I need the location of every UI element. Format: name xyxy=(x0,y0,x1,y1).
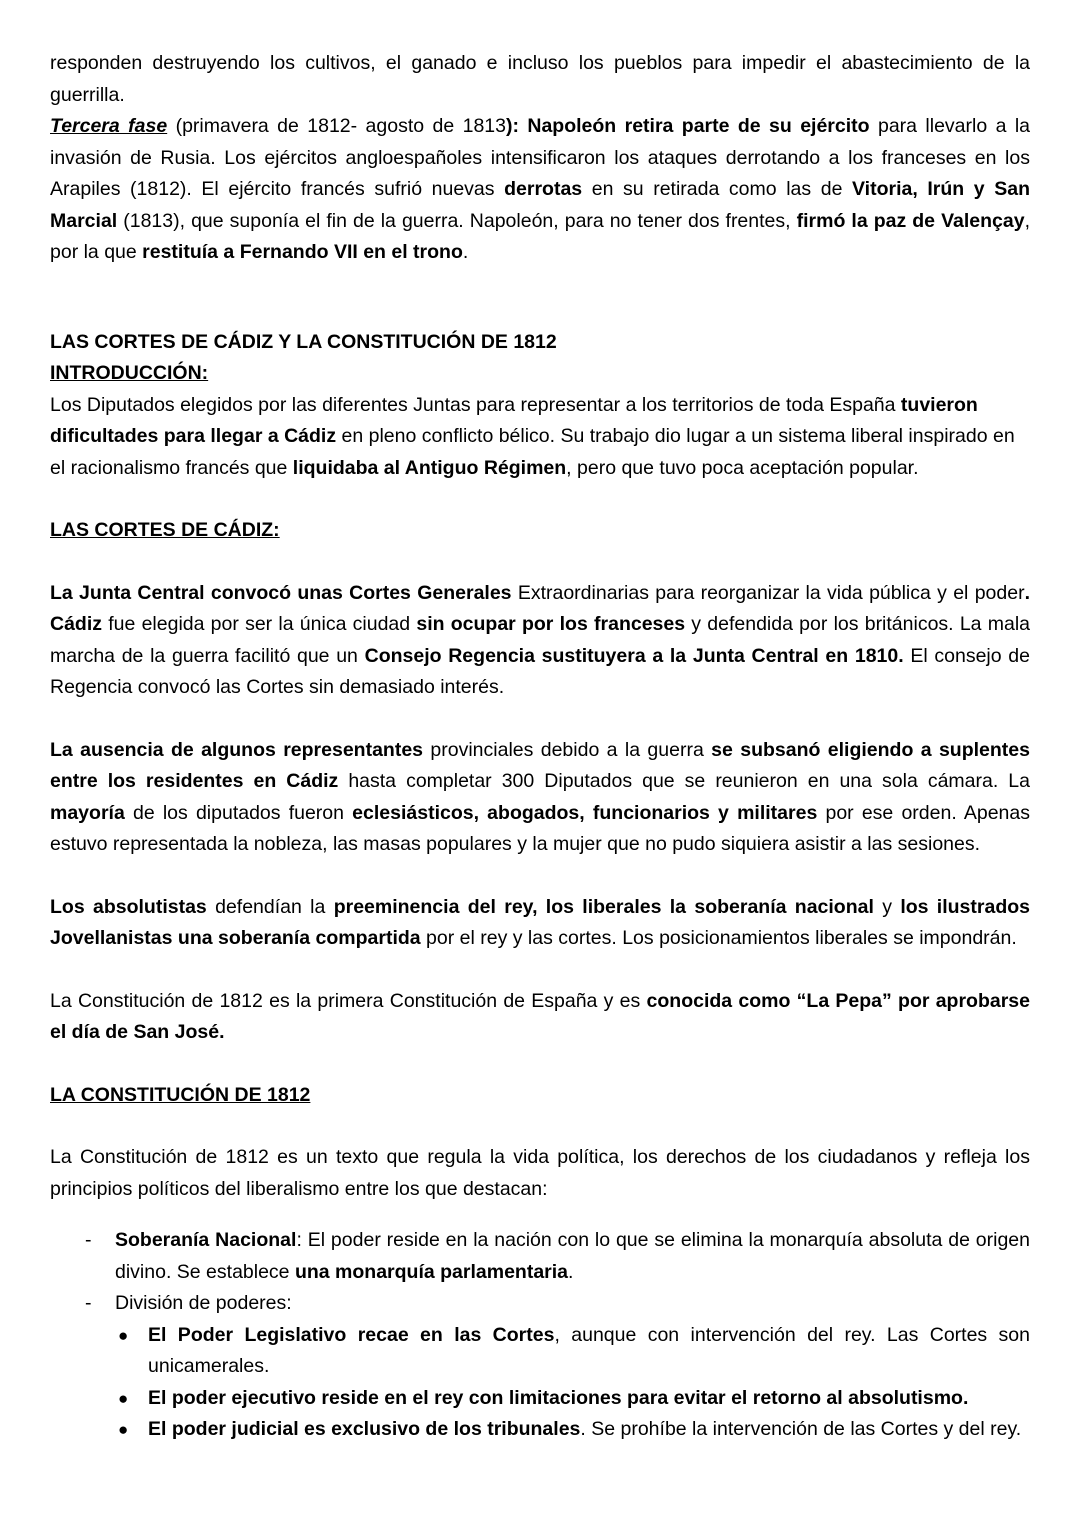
spacer-before-la-pepa xyxy=(50,955,1030,986)
legislativo-bold-lead: El Poder Legislativo recae en las Cortes xyxy=(148,1323,555,1346)
list-item-poder-judicial xyxy=(50,1414,1030,1446)
junta-bold-3: sin ocupar por los franceses xyxy=(416,613,686,635)
tercera-fase-text-2: en su retirada como las de xyxy=(582,178,853,200)
poder-legislativo-text xyxy=(148,1320,1030,1383)
tercera-fase-dates: (primavera de 1812- agosto de 1813 xyxy=(167,115,506,137)
tercera-fase-text-4: , por la que xyxy=(50,209,1030,263)
spacer-before-main-title xyxy=(50,269,1030,327)
const-intro-text: La Constitución de 1812 es un texto que regula la vida política, los derechos de los ciudadanos y refleja los principios políticos del liberalismo entre los que destacan: xyxy=(50,1146,1030,1200)
ejecutivo-bold-lead: El poder ejecutivo reside en el rey con limitaciones para evitar el retorno al absolutismo. xyxy=(148,1386,969,1409)
bullet-marker-icon: ● xyxy=(118,1388,129,1408)
tercera-fase-bold-5: restituía a Fernando VII en el trono xyxy=(142,241,463,263)
junta-bold-4: Consejo Regencia sustituyera a la Junta Central en 1810. xyxy=(364,644,904,667)
heading-la-constitucion-de-1812: LA CONSTITUCIÓN DE 1812 xyxy=(50,1083,311,1106)
absolutistas-text-2: y xyxy=(873,895,901,918)
dash-marker-icon: - xyxy=(85,1292,92,1314)
absolutistas-bold-3: los ilustrados Jovellanistas una soberanía compartida xyxy=(50,895,1030,949)
ausencia-bold-3: mayoría xyxy=(50,801,125,824)
document-body xyxy=(50,48,1030,1446)
intro-text-1: Los Diputados elegidos por las diferentes Juntas para representar a los territorios de toda España xyxy=(50,393,901,416)
tercera-fase-bold-3: Vitoria, Irún y San Marcial xyxy=(50,178,1030,232)
spacer-before-cortes-heading xyxy=(50,484,1030,515)
paragraph-la-pepa xyxy=(50,986,1030,1049)
spacer-before-ausencia xyxy=(50,704,1030,735)
intro-bold-1: tuvieron dificultades para llegar a Cádiz xyxy=(50,393,978,447)
junta-text-4: El consejo de Regencia convocó las Cortes sin demasiado interés. xyxy=(50,644,1030,698)
tercera-fase-bold-1: ): Napoleón retira parte de su ejército xyxy=(505,115,870,137)
introduccion-heading-wrap xyxy=(50,358,1030,390)
paragraph-introduccion xyxy=(50,390,1030,485)
spacer-before-constitucion-heading xyxy=(50,1049,1030,1080)
intro-bold-2: liquidaba al Antiguo Régimen xyxy=(292,456,567,479)
paragraph-tercera-fase xyxy=(50,111,1030,269)
spacer-before-absolutistas xyxy=(50,861,1030,892)
bullet-marker-icon: ● xyxy=(118,1325,129,1345)
tercera-fase-text-5: . xyxy=(462,241,469,263)
cortes-heading-wrap xyxy=(50,515,1030,547)
intro-text-3: , pero que tuvo poca aceptación popular. xyxy=(566,456,919,479)
ausencia-text-1: provinciales debido a la guerra xyxy=(423,738,712,761)
junta-text-2: fue elegida por ser la única ciudad xyxy=(102,613,417,635)
ausencia-text-4: por ese orden. Apenas estuvo representada la nobleza, las masas populares y la mujer que no pudo siquiera asistir a las sesiones. xyxy=(50,801,1030,855)
paragraph-constitucion-intro xyxy=(50,1142,1030,1205)
heading-las-cortes-de-cadiz: LAS CORTES DE CÁDIZ: xyxy=(50,519,280,541)
soberania-bold-lead: Soberanía Nacional xyxy=(115,1229,297,1251)
junta-text-1: Extraordinarias para reorganizar la vida pública y el poder xyxy=(511,581,1025,604)
tercera-fase-bold-2: derrotas xyxy=(504,178,583,200)
soberania-nacional-text xyxy=(115,1225,1030,1288)
heading-introduccion: INTRODUCCIÓN: xyxy=(50,362,209,384)
ausencia-bold-2: se subsanó eligiendo a suplentes entre los residentes en Cádiz xyxy=(50,738,1030,792)
ausencia-text-2: hasta completar 300 Diputados que se reunieron en una sola cámara. La xyxy=(338,770,1030,792)
tercera-fase-label: Tercera fase xyxy=(50,115,168,137)
bullet-marker-icon: ● xyxy=(118,1420,129,1439)
dash-marker-icon: - xyxy=(85,1229,92,1251)
paragraph-absolutistas xyxy=(50,892,1030,955)
absolutistas-text-3: por el rey y las cortes. Los posicionamientos liberales se impondrán. xyxy=(420,927,1017,949)
soberania-tail-2: . xyxy=(568,1260,574,1283)
intro-text-2: en pleno conflicto bélico. Su trabajo dio lugar a un sistema liberal inspirado en el racionalismo francés que xyxy=(50,425,1015,479)
division-poderes-text: División de poderes: xyxy=(115,1292,292,1314)
junta-bold-1: La Junta Central convocó unas Cortes Generales xyxy=(50,581,512,604)
tercera-fase-bold-4: firmó la paz de Valençay xyxy=(796,209,1025,232)
principles-list xyxy=(50,1225,1030,1320)
poder-judicial-text xyxy=(148,1414,1030,1446)
judicial-bold-lead: El poder judicial es exclusivo de los tribunales xyxy=(148,1418,581,1440)
absolutistas-bold-2: preeminencia del rey, los liberales la soberanía nacional xyxy=(333,895,874,918)
page-title: LAS CORTES DE CÁDIZ Y LA CONSTITUCIÓN DE 1812 xyxy=(50,330,557,353)
ausencia-bold-1: La ausencia de algunos representantes xyxy=(50,738,424,761)
judicial-tail: . Se prohíbe la intervención de las Cortes y del rey. xyxy=(580,1418,1022,1440)
pepa-text-1: La Constitución de 1812 es la primera Constitución de España y es xyxy=(50,989,647,1012)
soberania-bold-tail: una monarquía parlamentaria xyxy=(294,1260,569,1283)
absolutistas-text-1: defendían la xyxy=(206,895,334,918)
list-item-soberania-nacional xyxy=(50,1225,1030,1288)
tercera-fase-text-1: para llevarlo a la invasión de Rusia. Los ejércitos angloespañoles intensificaron los ataques derrotando a los franceses en los Arapiles (1812). El ejército francés sufrió nuevas xyxy=(50,115,1031,200)
list-item-poder-legislativo xyxy=(50,1320,1030,1383)
constitucion-heading-wrap xyxy=(50,1080,1030,1112)
tercera-fase-text-3: (1813), que suponía el fin de la guerra. Napoleón, para no tener dos frentes, xyxy=(117,209,797,232)
list-item-division-de-poderes xyxy=(50,1288,1030,1320)
poder-ejecutivo-text xyxy=(148,1383,1030,1415)
paragraph-junta-central xyxy=(50,578,1030,704)
junta-text-3: y defendida por los británicos. La mala marcha de la guerra facilitó que un xyxy=(50,613,1030,667)
soberania-tail-1: : El poder reside en la nación con lo que se elimina la monarquía absoluta de origen divino. Se establece xyxy=(115,1229,1030,1283)
legislativo-tail: , aunque con intervención del rey. Las Cortes son unicamerales. xyxy=(148,1323,1030,1377)
powers-list xyxy=(50,1320,1030,1446)
continuation-text: responden destruyendo los cultivos, el ganado e incluso los pueblos para impedir el abastecimiento de la guerrilla. xyxy=(50,52,1030,106)
pepa-bold-1: conocida como “La Pepa” por aprobarse el día de San José. xyxy=(50,989,1030,1043)
spacer-after-constitucion-heading xyxy=(50,1111,1030,1142)
paragraph-ausencia-representantes xyxy=(50,735,1030,861)
list-item-poder-ejecutivo xyxy=(50,1383,1030,1415)
ausencia-text-3: de los diputados fueron xyxy=(124,801,353,824)
ausencia-bold-4: eclesiásticos, abogados, funcionarios y militares xyxy=(352,801,818,824)
absolutistas-bold-1: Los absolutistas xyxy=(50,895,207,918)
spacer-before-principles-list xyxy=(50,1205,1030,1225)
junta-bold-2: . Cádiz xyxy=(50,581,1030,635)
paragraph-continuation xyxy=(50,48,1030,111)
spacer-after-cortes-heading xyxy=(50,547,1030,578)
